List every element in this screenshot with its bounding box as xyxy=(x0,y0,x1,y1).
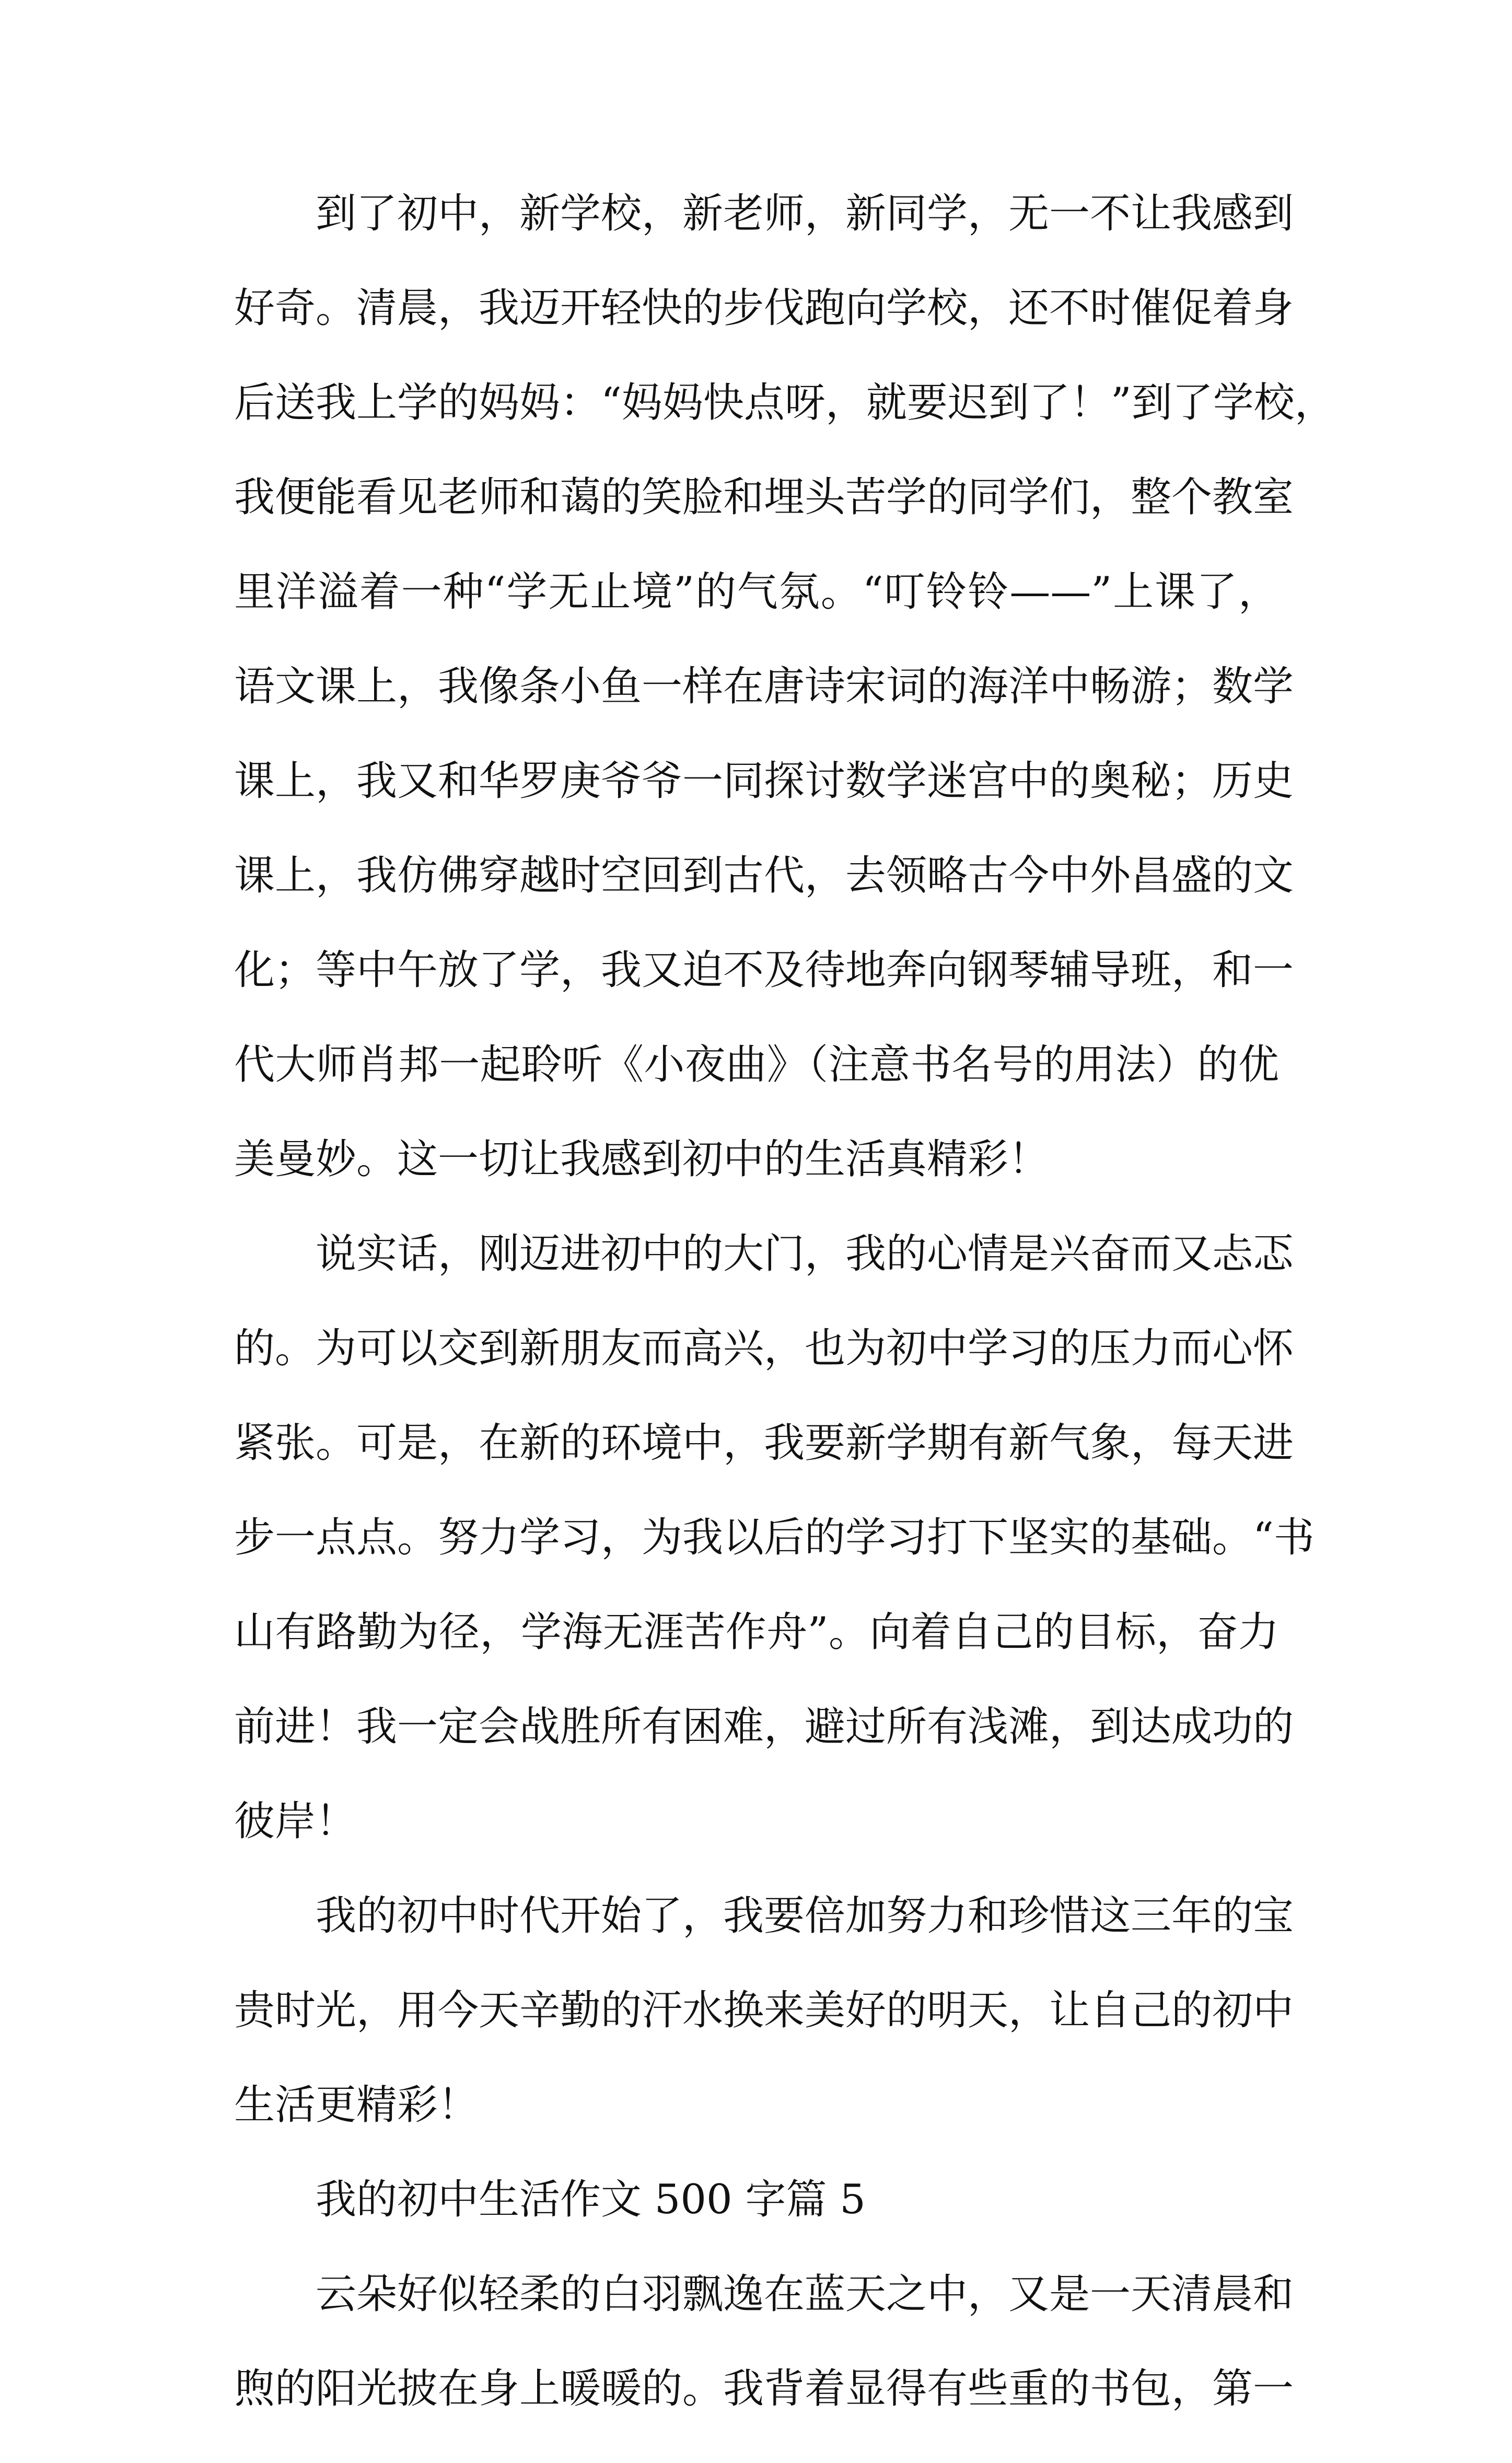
text-line: 山有路勤为径，学海无涯苦作舟”。向着自己的目标，奋力 xyxy=(234,1609,1279,1656)
paragraph xyxy=(234,1230,1315,1848)
text-line: 云朵好似轻柔的白羽飘逸在蓝天之中，又是一天清晨和 xyxy=(316,2271,1294,2318)
text-line: 的。为可以交到新朋友而高兴，也为初中学习的压力而心怀 xyxy=(234,1325,1294,1372)
text-line: 说实话，刚迈进初中的大门，我的心情是兴奋而又忐忑 xyxy=(316,1230,1294,1277)
text-line: 我便能看见老师和蔼的笑脸和埋头苦学的同学们，整个教室 xyxy=(234,474,1294,521)
text-line: 贵时光，用今天辛勤的汗水换来美好的明天，让自己的初中 xyxy=(234,1987,1294,2034)
paragraph xyxy=(234,2271,1294,2415)
paragraph xyxy=(234,190,1335,1186)
text-line: 美曼妙。这一切让我感到初中的生活真精彩！ xyxy=(234,1136,1050,1183)
text-line: 步一点点。努力学习，为我以后的学习打下坚实的基础。“书 xyxy=(234,1514,1315,1561)
document-body xyxy=(234,190,1335,2463)
text-line: 课上，我又和华罗庚爷爷一同探讨数学迷宫中的奥秘；历史 xyxy=(234,758,1294,805)
text-line: 化；等中午放了学，我又迫不及待地奔向钢琴辅导班，和一 xyxy=(234,947,1294,994)
text-line: 煦的阳光披在身上暖暖的。我背着显得有些重的书包，第一 xyxy=(234,2365,1294,2412)
text-line: 语文课上，我像条小鱼一样在唐诗宋词的海洋中畅游；数学 xyxy=(234,663,1294,710)
text-line: 好奇。清晨，我迈开轻快的步伐跑向学校，还不时催促着身 xyxy=(234,285,1294,332)
section-heading xyxy=(234,2176,1279,2226)
text-line: 前进！我一定会战胜所有困难，避过所有浅滩，到达成功的 xyxy=(234,1703,1294,1750)
text-line: 后送我上学的妈妈：“妈妈快点呀，就要迟到了！”到了学校， xyxy=(234,379,1335,426)
text-line: 紧张。可是，在新的环境中，我要新学期有新气象，每天进 xyxy=(234,1420,1294,1467)
text-line: 彼岸！ xyxy=(234,1798,357,1845)
text-line: 到了初中，新学校，新老师，新同学，无一不让我感到 xyxy=(316,190,1294,237)
text-line: 我的初中时代开始了，我要倍加努力和珍惜这三年的宝 xyxy=(316,1892,1294,1939)
paragraph xyxy=(234,1892,1294,2132)
text-line: 生活更精彩！ xyxy=(234,2082,479,2129)
text-line: 里洋溢着一种“学无止境”的气氛。“叮铃铃——”上课了， xyxy=(234,568,1279,615)
heading-line: 我的初中生活作文 500 字篇 5 xyxy=(316,2176,866,2223)
text-line: 代大师肖邦一起聆听《小夜曲》（注意书名号的用法）的优 xyxy=(234,1041,1279,1088)
text-line: 课上，我仿佛穿越时空回到古代，去领略古今中外昌盛的文 xyxy=(234,852,1294,899)
